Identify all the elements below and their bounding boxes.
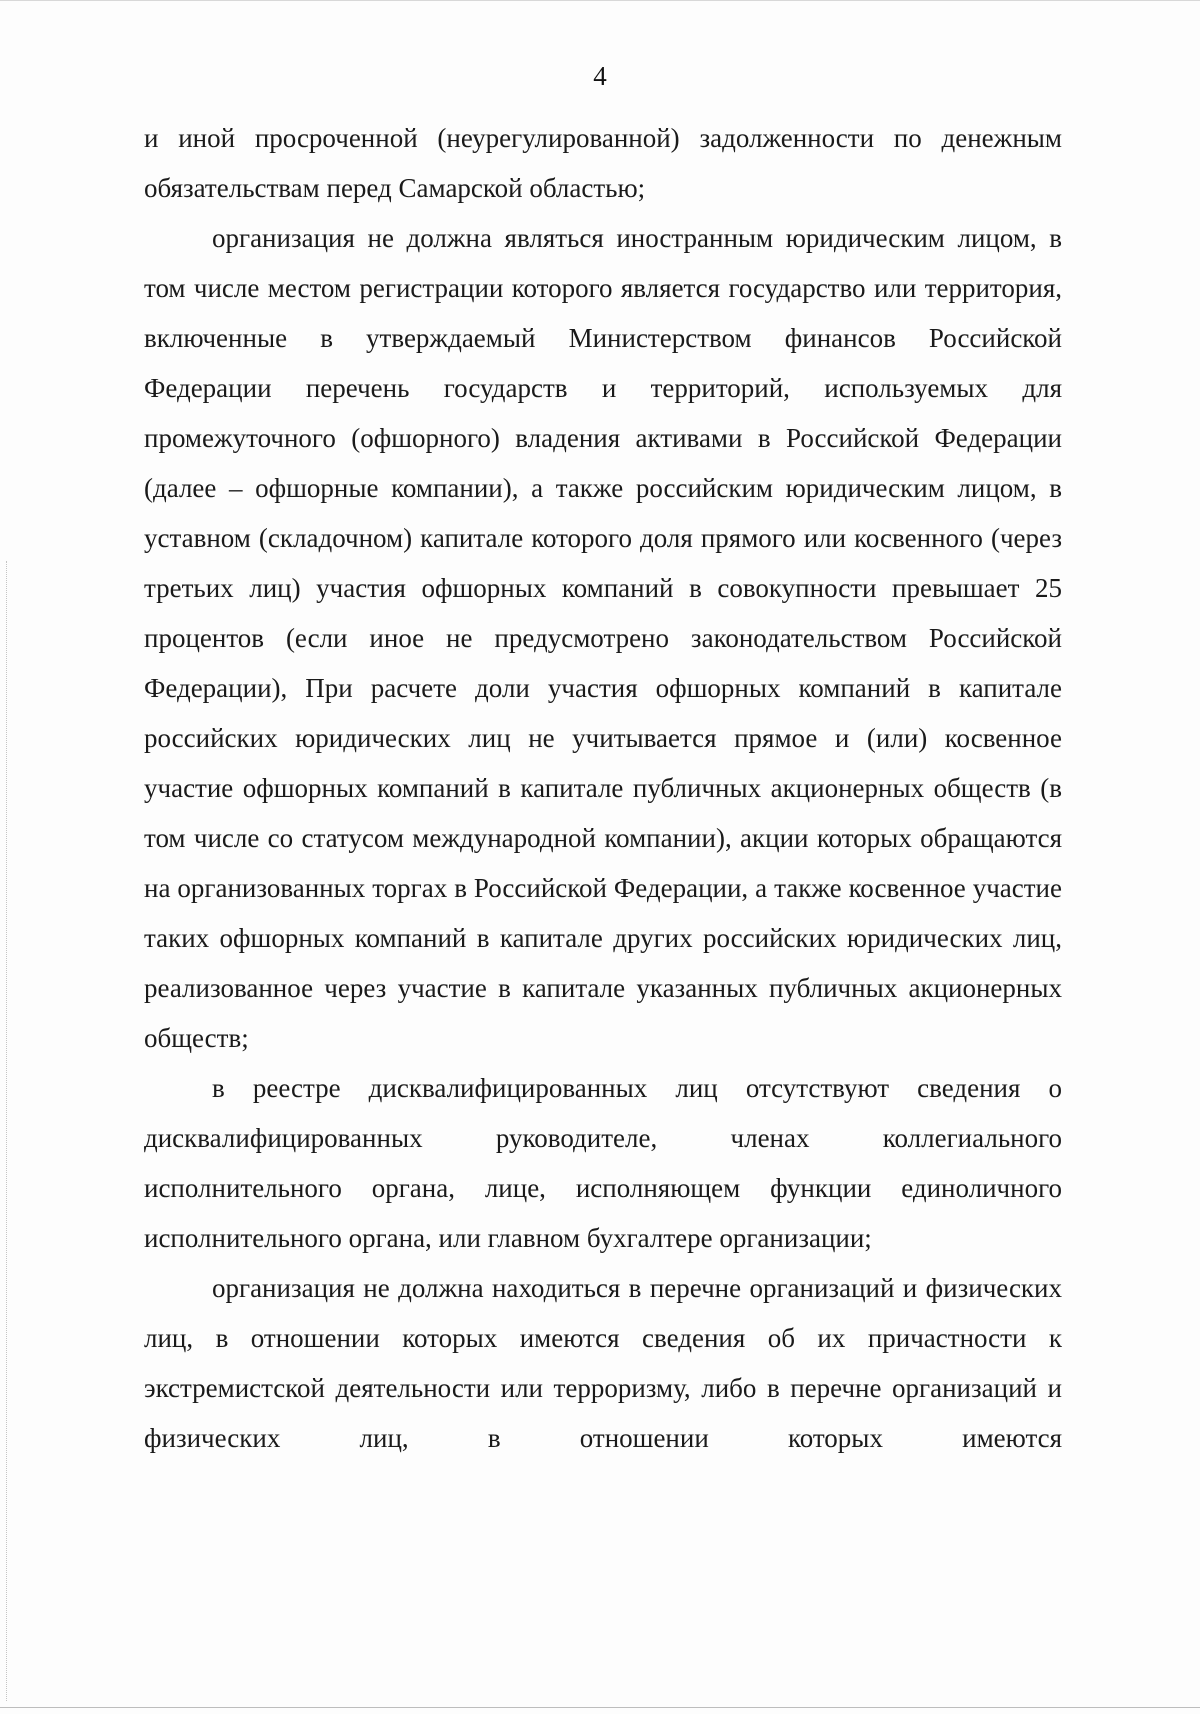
paragraph-extremism-list: организация не должна находиться в перечне организаций и физических лиц, в отношении которых имеются сведения об их причастности к экстремистской деятельности или терроризму, либо в перечне организаций и физических лиц, в отношении которых имеются [144,1273,1062,1453]
paragraph-disqualified-persons: в реестре дисквалифицированных лиц отсутствуют сведения о дисквалифицированных руководителе, членах коллегиального исполнительного органа, лице, исполняющем функции единоличного исполнительного органа, или главном бухгалтере организации; [144,1073,1062,1253]
paragraph-debt-obligations: и иной просроченной (неурегулированной) задолженности по денежным обязательствам перед Самарской областью; [144,123,1062,203]
document-body [144,113,1062,1463]
page-number: 4 [593,61,607,91]
paragraph-offshore-companies: организация не должна являться иностранным юридическим лицом, в том числе местом регистрации которого является государство или территория, включенные в утверждаемый Министерством финансов Российской Федерации перечень государств и территорий, используемых для промежуточного (офшорного) владения активами в Российской Федерации (далее – офшорные компании), а также российским юридическим лицом, в уставном (складочном) капитале которого доля прямого или косвенного (через третьих лиц) участия офшорных компаний в совокупности превышает 25 процентов (если иное не предусмотрено законодательством Российской Федерации), При расчете доли участия офшорных компаний в капитале российских юридических лиц не учитывается прямое и (или) косвенное участие офшорных компаний в капитале публичных акционерных обществ (в том числе со статусом международной компании), акции которых обращаются на организованных торгах в Российской Федерации, а также косвенное участие таких офшорных компаний в капитале других российских юридических лиц, реализованное через участие в капитале указанных публичных акционерных обществ; [144,223,1062,1053]
